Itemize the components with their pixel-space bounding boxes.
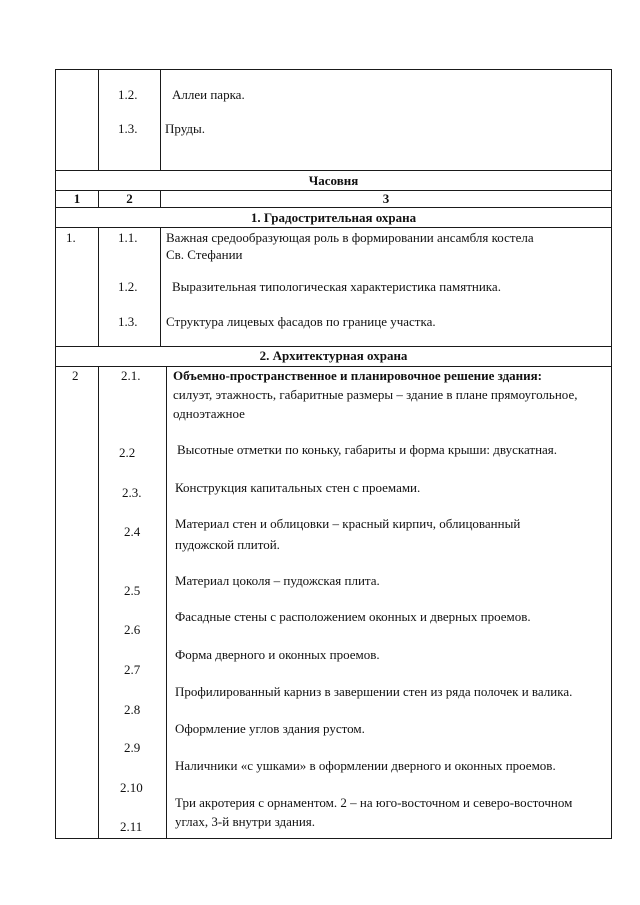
row-text: Профилированный карниз в завершении стен из ряда полочек и валика. (175, 684, 573, 699)
row-text: Наличники «с ушками» в оформлении дверного и оконных проемов. (175, 758, 556, 773)
row-text: Конструкция капитальных стен с проемами. (175, 480, 421, 495)
section-title: 2. Архитектурная охрана (259, 348, 408, 363)
row-number: 2.11 (120, 819, 143, 834)
section-number: 2 (72, 368, 79, 383)
row-text: Св. Стефании (166, 247, 243, 262)
column-header: 3 (382, 191, 390, 206)
row-text: одноэтажное (173, 406, 245, 421)
row-text: пудожской плитой. (175, 537, 280, 552)
row-text: Выразительная типологическая характеристика памятника. (172, 279, 501, 294)
row-number: 2.5 (124, 583, 141, 598)
row-text: Форма дверного и оконных проемов. (175, 647, 380, 662)
column-divider (98, 366, 99, 839)
row-text: Материал цоколя – пудожская плита. (175, 573, 380, 588)
chapel-title: Часовня (308, 173, 359, 188)
column-divider (98, 227, 99, 347)
row-text: углах, 3-й внутри здания. (175, 814, 316, 829)
row-number: 2.8 (124, 702, 141, 717)
row-text: Материал стен и облицовки – красный кирпич, облицованный (175, 516, 521, 531)
column-divider (160, 227, 161, 347)
row-text: Структура лицевых фасадов по границе участка. (166, 314, 436, 329)
row-number: 1.2. (118, 87, 138, 102)
row-number: 1.2. (118, 279, 138, 294)
row-number: 2.9 (124, 740, 141, 755)
column-header: 2 (126, 191, 133, 206)
column-divider (166, 366, 167, 839)
row-number: 1.1. (118, 230, 138, 245)
row-text: Оформление углов здания рустом. (175, 721, 365, 736)
row-text: Три акротерия с орнаментом. 2 – на юго-восточном и северо-восточном (175, 795, 573, 810)
column-divider (160, 69, 161, 171)
row-number: 2.1. (121, 368, 141, 383)
row-text: силуэт, этажность, габаритные размеры – здание в плане прямоугольное, (173, 387, 578, 402)
row-text: Пруды. (165, 121, 205, 136)
table-border-bottom (55, 838, 612, 839)
row-text-bold: Объемно-пространственное и планировочное решение здания: (173, 368, 543, 383)
row-number: 2.6 (124, 622, 141, 637)
row-number: 2.10 (120, 780, 143, 795)
row-text: Аллеи парка. (172, 87, 245, 102)
column-divider (98, 69, 99, 171)
row-number: 2.3. (122, 485, 142, 500)
column-header: 1 (73, 191, 81, 206)
table-border-right (611, 69, 612, 839)
section-number: 1. (66, 230, 76, 245)
row-number: 2.4 (124, 524, 141, 539)
row-number: 2.7 (124, 662, 141, 677)
row-number: 2.2 (119, 445, 136, 460)
row-number: 1.3. (118, 314, 138, 329)
row-text: Фасадные стены с расположением оконных и дверных проемов. (175, 609, 531, 624)
table-border-top (55, 69, 612, 70)
row-number: 1.3. (118, 121, 138, 136)
section-title: 1. Градострительная охрана (250, 210, 417, 225)
row-text: Важная средообразующая роль в формировании ансамбля костела (166, 230, 534, 245)
row-text: Высотные отметки по коньку, габариты и форма крыши: двускатная. (177, 442, 558, 457)
